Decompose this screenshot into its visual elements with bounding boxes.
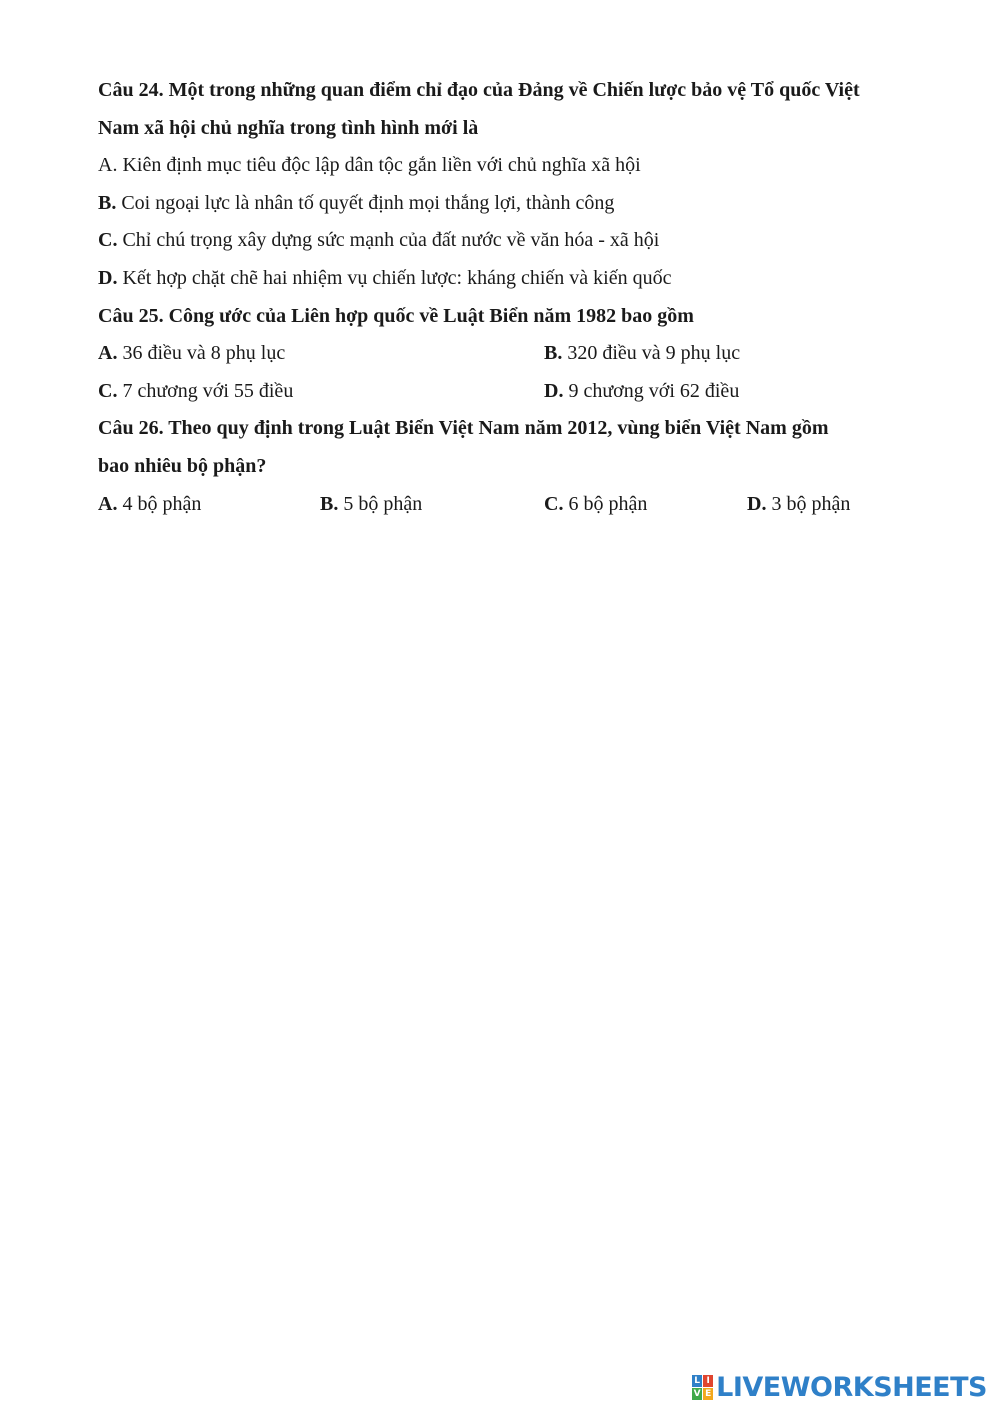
question-26 <box>98 410 938 523</box>
worksheet-page <box>98 72 938 523</box>
question-26-option-d[interactable] <box>747 486 850 524</box>
question-26-option-c[interactable] <box>544 486 647 524</box>
question-25-stem: Câu 25. Công ước của Liên hợp quốc về Luật Biển năm 1982 bao gồm <box>98 304 694 327</box>
option-text: 9 chương với 62 điều <box>563 379 740 402</box>
question-24-stem-line-1: Câu 24. Một trong những quan điểm chỉ đạo của Đảng về Chiến lược bảo vệ Tổ quốc Việt <box>98 79 860 101</box>
question-25-option-b[interactable] <box>544 335 740 373</box>
liveworksheets-logo-text: LIVEWORKSHEETS <box>716 1371 987 1403</box>
question-24-option-c[interactable] <box>98 222 938 260</box>
question-24-option-a[interactable] <box>98 147 938 185</box>
question-26-options-row <box>98 486 938 524</box>
option-text: 4 bộ phận <box>117 492 202 515</box>
option-letter: C. <box>98 379 118 402</box>
question-26-option-a[interactable] <box>98 486 201 524</box>
liveworksheets-logo-icon: L I V E <box>693 1375 712 1399</box>
question-25-options-row-1 <box>98 335 938 373</box>
option-letter: C. <box>544 492 564 515</box>
option-text: 36 điều và 8 phụ lục <box>117 342 286 365</box>
option-text: Kết hợp chặt chẽ hai nhiệm vụ chiến lược: kháng chiến và kiến quốc <box>117 266 672 289</box>
question-26-stem-line-2: bao nhiêu bộ phận? <box>98 454 267 477</box>
question-26-stem-line-1: Câu 26. Theo quy định trong Luật Biển Việt Nam năm 2012, vùng biển Việt Nam gồm <box>98 417 829 440</box>
option-text: 3 bộ phận <box>766 492 851 515</box>
question-25-options-row-2 <box>98 373 938 411</box>
option-text: Kiên định mục tiêu độc lập dân tộc gắn liền với chủ nghĩa xã hội <box>117 154 641 177</box>
option-letter: C. <box>98 229 118 252</box>
question-24-stem-line-2: Nam xã hội chủ nghĩa trong tình hình mới là <box>98 116 479 139</box>
option-letter: A. <box>98 154 118 177</box>
question-26-option-b[interactable] <box>320 486 422 524</box>
option-text: Chỉ chú trọng xây dựng sức mạnh của đất nước về văn hóa - xã hội <box>117 229 660 252</box>
question-25-option-d[interactable] <box>544 373 739 411</box>
option-letter: D. <box>98 266 118 289</box>
option-letter: B. <box>320 492 339 515</box>
option-text: 320 điều và 9 phụ lục <box>562 342 741 365</box>
question-24-option-b[interactable] <box>98 185 938 223</box>
liveworksheets-logo <box>692 1372 987 1402</box>
option-text: 7 chương với 55 điều <box>117 379 294 402</box>
option-text: 5 bộ phận <box>338 492 423 515</box>
option-text: Coi ngoại lực là nhân tố quyết định mọi thắng lợi, thành công <box>116 191 615 214</box>
option-letter: B. <box>544 342 563 365</box>
question-24 <box>98 72 938 298</box>
option-letter: D. <box>544 379 564 402</box>
option-letter: A. <box>98 342 118 365</box>
question-25-option-c[interactable] <box>98 373 293 411</box>
option-letter: A. <box>98 492 118 515</box>
question-25 <box>98 298 938 411</box>
option-letter: B. <box>98 191 117 214</box>
option-text: 6 bộ phận <box>563 492 648 515</box>
question-24-option-d[interactable] <box>98 260 938 298</box>
question-25-option-a[interactable] <box>98 335 285 373</box>
option-letter: D. <box>747 492 767 515</box>
